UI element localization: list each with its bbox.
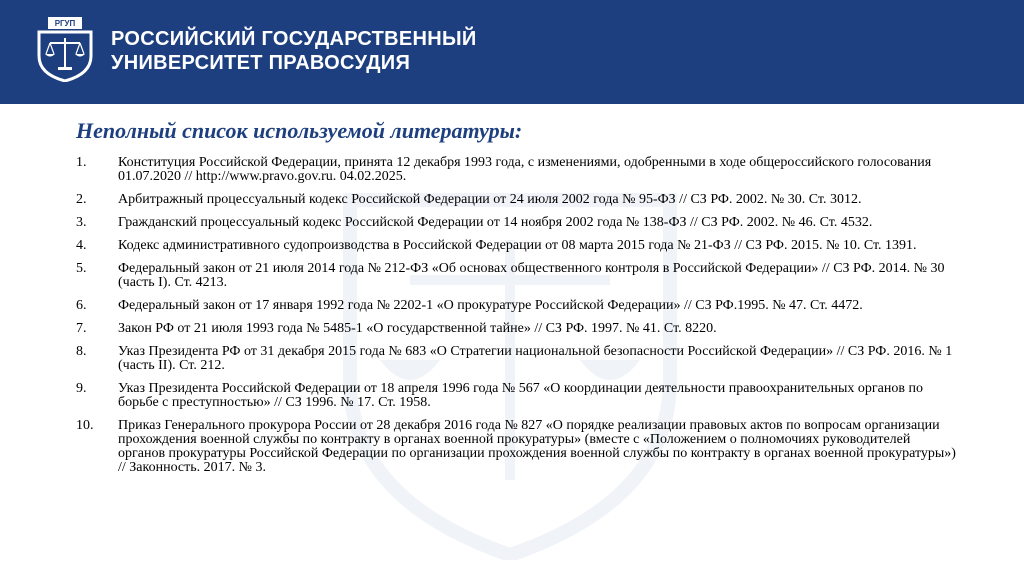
list-item-text: Федеральный закон от 17 января 1992 года № 2202-1 «О прокуратуре Российской Федерации» // СЗ РФ.1995. № 47. Ст. 4472.: [118, 298, 863, 313]
list-item: [76, 345, 956, 373]
list-item-text: Закон РФ от 21 июля 1993 года № 5485-1 «О государственной тайне» // СЗ РФ. 1997. № 41. Ст. 8220.: [118, 321, 717, 336]
list-item: [76, 419, 956, 475]
list-item-text: Приказ Генерального прокурора России от 28 декабря 2016 года № 827 «О порядке реализации правовых актов по вопросам организации прохождения военной службы по контракту в органах военной прокуратуры» (вместе с «Положением о полномочиях руководителей органов прокуратуры Российской Федерации по организации прохождения военной службы по контракту в органах военной прокуратуры») // Законность. 2017. № 3.: [118, 418, 956, 475]
list-item-number: 10.: [76, 418, 94, 433]
list-item-text: Указ Президента Российской Федерации от 18 апреля 1996 года № 567 «О координации деятельности правоохранительных органов по борьбе с преступностью» // СЗ 1996. № 17. Ст. 1958.: [118, 381, 923, 410]
list-item-text: Арбитражный процессуальный кодекс Российской Федерации от 24 июля 2002 года № 95-ФЗ // СЗ РФ. 2002. № 30. Ст. 3012.: [118, 192, 862, 207]
list-item: [76, 322, 956, 336]
list-item: [76, 156, 956, 184]
list-item-text: Гражданский процессуальный кодекс Российской Федерации от 14 ноября 2002 года № 138-ФЗ // СЗ РФ. 2002. № 46. Ст. 4532.: [118, 215, 873, 230]
list-item-text: Указ Президента РФ от 31 декабря 2015 года № 683 «О Стратегии национальной безопасности Российской Федерации» // СЗ РФ. 2016. № 1 (часть II). Ст. 212.: [118, 344, 953, 373]
list-item: [76, 193, 956, 207]
list-item: [76, 262, 956, 290]
list-item-number: 9.: [76, 381, 87, 396]
list-item-number: 1.: [76, 155, 87, 170]
list-item-number: 2.: [76, 192, 87, 207]
reference-list: [76, 156, 956, 484]
list-item-number: 3.: [76, 215, 87, 230]
list-item-number: 5.: [76, 261, 87, 276]
list-item: [76, 216, 956, 230]
logo-text: РГУП: [54, 19, 76, 28]
university-name: [111, 27, 477, 75]
page-title: Неполный список используемой литературы:: [76, 118, 523, 143]
list-item-number: 7.: [76, 321, 87, 336]
list-item: [76, 382, 956, 410]
university-name-line1: РОССИЙСКИЙ ГОСУДАРСТВЕННЫЙ: [111, 28, 477, 50]
list-item-text: Конституция Российской Федерации, принята 12 декабря 1993 года, с изменениями, одобренными в ходе общероссийского голосования 01.07.2020 // http://www.pravo.gov.ru. 04.02.2025.: [118, 155, 932, 184]
university-name-line2: УНИВЕРСИТЕТ ПРАВОСУДИЯ: [111, 52, 411, 74]
list-item-text: Федеральный закон от 21 июля 2014 года № 212-ФЗ «Об основах общественного контроля в Российской Федерации» // СЗ РФ. 2014. № 30 (часть I). Ст. 4213.: [118, 261, 945, 290]
university-logo-icon: [34, 16, 96, 82]
header-bar: [0, 0, 1024, 104]
list-item-number: 8.: [76, 344, 87, 359]
list-item-text: Кодекс административного судопроизводства в Российской Федерации от 08 марта 2015 года № 21-ФЗ // СЗ РФ. 2015. № 10. Ст. 1391.: [118, 238, 917, 253]
list-item-number: 6.: [76, 298, 87, 313]
list-item-number: 4.: [76, 238, 87, 253]
list-item: [76, 239, 956, 253]
list-item: [76, 299, 956, 313]
